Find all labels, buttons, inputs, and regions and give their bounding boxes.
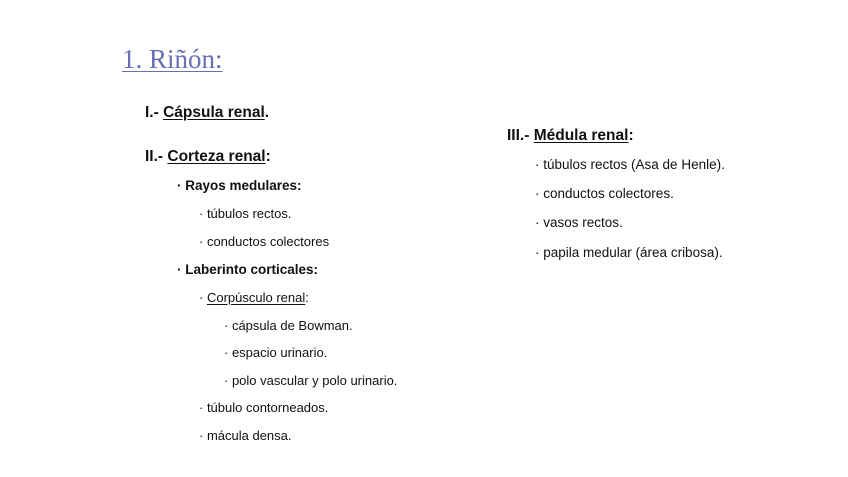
list-item: · túbulos rectos (Asa de Henle). [535,157,725,172]
item-prefix: · [199,290,207,305]
heading-label: Corteza renal [167,148,266,165]
list-item: · cápsula de Bowman. [224,318,353,333]
heading-suffix: : [628,127,634,144]
list-item: · polo vascular y polo urinario. [224,373,398,388]
heading-medula-renal [507,127,634,145]
subheading-rayos-medulares: · Rayos medulares: [177,178,302,193]
heading-label: Cápsula renal [163,104,265,121]
item-suffix: : [305,290,309,305]
list-item: · mácula densa. [199,428,292,443]
list-item: · papila medular (área cribosa). [535,245,723,260]
heading-label: Médula renal [533,127,629,144]
heading-suffix: . [264,104,270,121]
list-item: · vasos rectos. [535,215,623,230]
list-item: · conductos colectores [199,234,330,249]
heading-corteza-renal [145,148,271,166]
list-item: · túbulo contorneados. [199,400,329,415]
subheading-corpusculo-renal [199,290,309,305]
heading-prefix: II.- [145,148,168,165]
heading-prefix: I.- [145,104,164,121]
page-title: 1. Riñón: [122,44,223,74]
subheading-laberinto-corticales: · Laberinto corticales: [177,262,319,277]
list-item: · espacio urinario. [224,345,328,360]
list-item: · conductos colectores. [535,186,674,201]
item-label: Corpúsculo renal [206,290,306,305]
heading-capsula-renal [145,104,269,122]
list-item: · túbulos rectos. [199,206,292,221]
heading-prefix: III.- [507,127,534,144]
heading-suffix: : [265,148,271,165]
